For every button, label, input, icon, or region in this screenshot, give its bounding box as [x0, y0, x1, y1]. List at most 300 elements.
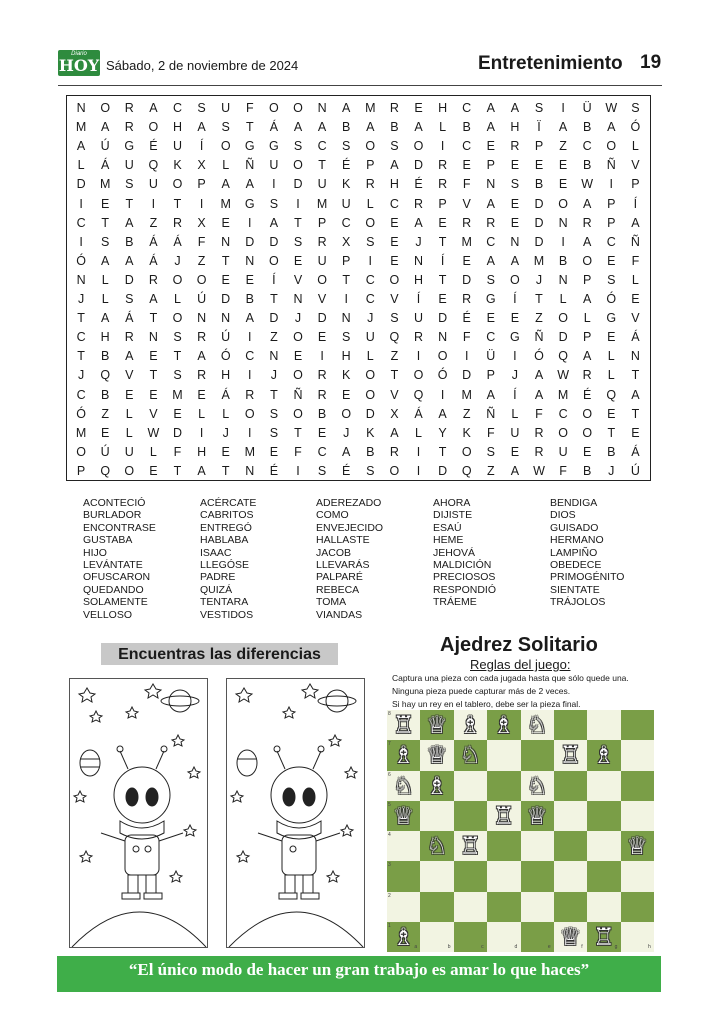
word-search-letter[interactable]: C	[389, 196, 399, 211]
word-search-letter[interactable]: Ñ	[606, 158, 616, 173]
word-search-letter[interactable]: N	[413, 253, 423, 268]
word-search-letter[interactable]: A	[486, 196, 495, 211]
word-search-letter[interactable]: D	[269, 311, 279, 326]
word-search-letter[interactable]: M	[75, 425, 87, 440]
word-search-letter[interactable]: A	[583, 234, 592, 249]
word-search-letter[interactable]: A	[583, 292, 592, 306]
word-search-letter[interactable]: E	[269, 444, 279, 459]
chess-piece-knight-icon[interactable]: ♘	[526, 711, 548, 739]
word-search-letter[interactable]: Y	[438, 425, 447, 440]
word-search-letter[interactable]: U	[148, 177, 158, 192]
word-search-letter[interactable]: U	[221, 101, 231, 115]
word-search-letter[interactable]: T	[294, 425, 302, 440]
word-search-letter[interactable]: I	[151, 196, 156, 211]
word-search-letter[interactable]: D	[317, 311, 327, 326]
word-search-letter[interactable]: Ú	[100, 444, 110, 459]
word-search-letter[interactable]: J	[511, 368, 519, 383]
word-search-letter[interactable]: P	[607, 215, 616, 230]
board-square-e4[interactable]	[521, 831, 554, 861]
word-search-letter[interactable]: Z	[390, 349, 399, 364]
word-search-letter[interactable]: O	[461, 444, 472, 459]
word-search-letter[interactable]: U	[172, 139, 182, 154]
word-search-letter[interactable]: O	[558, 311, 568, 326]
word-search-letter[interactable]: O	[365, 368, 376, 383]
word-search-letter[interactable]: B	[462, 120, 471, 135]
word-search-letter[interactable]: I	[199, 425, 204, 440]
word-search-letter[interactable]: E	[510, 215, 520, 230]
word-search-letter[interactable]: T	[221, 463, 230, 478]
word-search-letter[interactable]: R	[172, 215, 182, 230]
word-search-letter[interactable]: R	[462, 215, 472, 230]
word-search-letter[interactable]: M	[75, 120, 87, 135]
word-search-letter[interactable]: N	[76, 101, 86, 115]
word-search-letter[interactable]: C	[486, 330, 496, 345]
word-search-letter[interactable]: I	[199, 196, 204, 211]
word-search-letter[interactable]: T	[270, 292, 278, 306]
word-search-letter[interactable]: Ñ	[630, 234, 640, 249]
word-search-letter[interactable]: A	[317, 120, 327, 135]
word-search-letter[interactable]: F	[631, 253, 640, 268]
word-search-letter[interactable]: E	[221, 272, 230, 287]
word-search-letter[interactable]: M	[461, 234, 472, 249]
word-search-letter[interactable]: N	[221, 311, 231, 326]
word-search-letter[interactable]: S	[125, 177, 134, 192]
chess-piece-knight-icon[interactable]: ♘	[459, 741, 481, 770]
word-search-letter[interactable]: N	[317, 101, 327, 115]
word-search-letter[interactable]: R	[317, 387, 327, 402]
word-search-letter[interactable]: O	[558, 425, 568, 440]
word-search-letter[interactable]: S	[510, 177, 520, 192]
word-search-letter[interactable]: É	[414, 177, 423, 192]
word-search-letter[interactable]: C	[486, 234, 496, 249]
word-search-letter[interactable]: Á	[149, 234, 158, 249]
board-square-h3[interactable]	[621, 861, 654, 891]
word-search-letter[interactable]: D	[221, 292, 231, 306]
word-search-letter[interactable]: A	[510, 101, 520, 115]
word-search-letter[interactable]: P	[197, 177, 206, 192]
chess-piece-bishop-icon[interactable]: ♗	[459, 711, 481, 739]
word-search-letter[interactable]: N	[438, 330, 448, 345]
word-search-letter[interactable]: W	[605, 101, 618, 115]
word-search-letter[interactable]: A	[486, 101, 495, 115]
word-search-letter[interactable]: H	[172, 120, 182, 135]
word-search-letter[interactable]: R	[582, 215, 592, 230]
word-search-letter[interactable]: E	[510, 444, 520, 459]
word-search-letter[interactable]: G	[124, 139, 135, 154]
chess-piece-rook-icon[interactable]: ♖	[459, 832, 481, 860]
board-square-c6[interactable]	[454, 771, 487, 801]
word-search-letter[interactable]: A	[293, 120, 303, 135]
word-search-letter[interactable]: A	[366, 120, 375, 135]
word-search-letter[interactable]: B	[245, 292, 254, 306]
word-search-letter[interactable]: A	[342, 444, 351, 459]
word-search-letter[interactable]: E	[607, 253, 616, 268]
word-search-letter[interactable]: M	[557, 387, 569, 402]
word-search-letter[interactable]: M	[461, 387, 472, 402]
word-search-letter[interactable]: V	[462, 196, 471, 211]
word-search-letter[interactable]: Ó	[220, 349, 231, 364]
word-search-letter[interactable]: X	[197, 158, 206, 173]
word-search-letter[interactable]: L	[77, 158, 85, 173]
word-search-letter[interactable]: E	[558, 177, 568, 192]
word-search-letter[interactable]: V	[125, 368, 134, 383]
word-search-letter[interactable]: N	[558, 272, 568, 287]
word-search-letter[interactable]: I	[513, 349, 517, 364]
word-search-letter[interactable]: I	[416, 463, 421, 478]
word-search-letter[interactable]: M	[365, 101, 376, 115]
word-search-letter[interactable]: S	[173, 368, 182, 383]
word-search-letter[interactable]: T	[631, 406, 640, 421]
word-search-letter[interactable]: R	[413, 196, 423, 211]
word-search-letter[interactable]: A	[558, 120, 568, 135]
word-search-letter[interactable]: R	[365, 177, 375, 192]
word-search-letter[interactable]: I	[561, 101, 565, 115]
word-search-letter[interactable]: Ñ	[293, 387, 303, 402]
word-search-letter[interactable]: J	[535, 272, 543, 287]
board-square-g5[interactable]	[587, 801, 620, 831]
word-search-letter[interactable]: A	[149, 292, 158, 306]
board-square-a4[interactable]	[387, 831, 420, 861]
word-search-letter[interactable]: N	[197, 311, 207, 326]
word-search-letter[interactable]: F	[462, 177, 471, 192]
word-search-letter[interactable]: T	[77, 311, 85, 326]
word-search-letter[interactable]: J	[608, 463, 615, 478]
word-search-letter[interactable]: Q	[148, 158, 159, 173]
word-search-letter[interactable]: B	[534, 177, 544, 192]
word-search-letter[interactable]: G	[269, 139, 279, 154]
chess-piece-queen-icon[interactable]: ♕	[426, 711, 448, 739]
word-search-letter[interactable]: L	[559, 292, 567, 306]
chess-piece-rook-icon[interactable]: ♖	[592, 922, 615, 951]
board-square-f5[interactable]	[554, 801, 587, 831]
word-search-letter[interactable]: Q	[100, 463, 111, 478]
word-search-letter[interactable]: C	[172, 101, 182, 115]
board-square-h2[interactable]	[621, 892, 654, 922]
chess-piece-queen-icon[interactable]: ♕	[392, 801, 415, 830]
word-search-letter[interactable]: E	[631, 292, 640, 306]
board-square-f6[interactable]	[554, 771, 587, 801]
word-search-letter[interactable]: A	[607, 120, 616, 135]
word-search-letter[interactable]: L	[631, 272, 639, 287]
board-square-e3[interactable]	[521, 861, 554, 891]
word-search-letter[interactable]: E	[486, 311, 495, 326]
board-square-f3[interactable]	[554, 861, 587, 891]
word-search-letter[interactable]: F	[462, 330, 471, 345]
word-search-letter[interactable]: P	[607, 196, 616, 211]
word-search-letter[interactable]: F	[245, 101, 254, 115]
word-search-letter[interactable]: R	[389, 101, 399, 115]
word-search-letter[interactable]: A	[125, 215, 134, 230]
word-search-letter[interactable]: L	[174, 292, 181, 306]
board-square-g3[interactable]	[587, 861, 620, 891]
word-search-letter[interactable]: O	[413, 139, 424, 154]
word-search-letter[interactable]: R	[197, 330, 207, 345]
board-square-h7[interactable]	[621, 740, 654, 770]
word-search-letter[interactable]: S	[486, 272, 495, 287]
word-search-letter[interactable]: B	[583, 120, 592, 135]
board-square-a3[interactable]	[387, 861, 420, 891]
word-search-letter[interactable]: L	[149, 444, 157, 459]
word-search-letter[interactable]: W	[581, 177, 594, 192]
word-search-letter[interactable]: O	[244, 406, 255, 421]
word-search-letter[interactable]: P	[342, 253, 351, 268]
word-search-letter[interactable]: V	[149, 406, 158, 421]
word-search-letter[interactable]: Ó	[630, 120, 641, 135]
word-search-letter[interactable]: E	[390, 253, 399, 268]
word-search-letter[interactable]: S	[607, 272, 616, 287]
word-search-letter[interactable]: T	[270, 387, 278, 402]
word-search-letter[interactable]: A	[101, 311, 110, 326]
word-search-letter[interactable]: H	[413, 272, 423, 287]
word-search-letter[interactable]: R	[413, 330, 423, 345]
word-search-letter[interactable]: E	[607, 330, 616, 345]
word-search-letter[interactable]: H	[100, 330, 110, 345]
board-square-c2[interactable]	[454, 892, 487, 922]
word-search-letter[interactable]: O	[172, 311, 183, 326]
word-search-letter[interactable]: I	[416, 444, 421, 459]
word-search-letter[interactable]: L	[222, 406, 230, 421]
word-search-letter[interactable]: E	[342, 387, 351, 402]
word-search-letter[interactable]: D	[245, 234, 255, 249]
word-search-letter[interactable]: O	[293, 330, 303, 345]
chess-piece-knight-icon[interactable]: ♘	[526, 771, 548, 800]
word-search-letter[interactable]: D	[438, 311, 448, 326]
word-search-letter[interactable]: N	[510, 234, 520, 249]
word-search-letter[interactable]: A	[245, 311, 254, 326]
word-search-letter[interactable]: N	[630, 349, 640, 364]
board-square-c5[interactable]	[454, 801, 487, 831]
word-search-letter[interactable]: X	[390, 406, 399, 421]
word-search-letter[interactable]: J	[367, 311, 374, 326]
word-search-letter[interactable]: D	[534, 234, 544, 249]
board-square-d2[interactable]	[487, 892, 520, 922]
word-search-letter[interactable]: Ú	[197, 292, 207, 306]
word-search-letter[interactable]: D	[124, 272, 134, 287]
word-search-letter[interactable]: I	[464, 349, 469, 364]
word-search-letter[interactable]: O	[76, 444, 86, 459]
word-search-letter[interactable]: E	[317, 425, 327, 440]
word-search-letter[interactable]: A	[197, 349, 206, 364]
word-search-letter[interactable]: W	[557, 368, 569, 383]
word-search-letter[interactable]: J	[174, 253, 181, 268]
word-search-letter[interactable]: M	[172, 387, 183, 402]
word-search-letter[interactable]: Q	[558, 349, 568, 364]
word-search-letter[interactable]: E	[293, 253, 303, 268]
word-search-letter[interactable]: I	[344, 292, 348, 306]
chess-piece-rook-icon[interactable]: ♖	[392, 711, 415, 739]
word-search-letter[interactable]: O	[196, 272, 207, 287]
word-search-letter[interactable]: T	[245, 120, 254, 135]
word-search-letter[interactable]: S	[269, 425, 279, 440]
word-search-letter[interactable]: B	[342, 120, 351, 135]
word-search-letter[interactable]: P	[583, 330, 592, 345]
word-search-letter[interactable]: A	[534, 387, 544, 402]
word-search-letter[interactable]: B	[390, 120, 399, 135]
word-search-letter[interactable]: K	[462, 425, 471, 440]
word-search-letter[interactable]: A	[631, 215, 640, 230]
word-search-letter[interactable]: C	[76, 215, 86, 230]
board-square-f2[interactable]	[554, 892, 587, 922]
word-search-letter[interactable]: F	[486, 425, 495, 440]
word-search-letter[interactable]: O	[220, 139, 231, 154]
word-search-letter[interactable]: A	[583, 349, 592, 364]
word-search-letter[interactable]: Ó	[534, 349, 544, 364]
word-search-letter[interactable]: Ï	[537, 120, 541, 135]
word-search-letter[interactable]: Ó	[76, 406, 86, 421]
word-search-letter[interactable]: B	[558, 253, 568, 268]
word-search-letter[interactable]: P	[438, 196, 447, 211]
word-search-letter[interactable]: Á	[125, 311, 134, 326]
word-search-letter[interactable]: G	[485, 292, 496, 306]
word-search-letter[interactable]: B	[125, 234, 134, 249]
word-search-letter[interactable]: V	[390, 292, 399, 306]
word-search-letter[interactable]: Ü	[486, 349, 496, 364]
word-search-letter[interactable]: D	[438, 463, 448, 478]
word-search-letter[interactable]: Ü	[582, 101, 592, 115]
word-search-letter[interactable]: H	[197, 444, 207, 459]
word-search-letter[interactable]: M	[316, 196, 328, 211]
word-search-letter[interactable]: O	[413, 368, 424, 383]
word-search-letter[interactable]: Z	[462, 406, 471, 421]
word-search-letter[interactable]: F	[559, 463, 567, 478]
word-search-letter[interactable]: S	[366, 463, 375, 478]
word-search-letter[interactable]: C	[76, 387, 86, 402]
board-square-h8[interactable]	[621, 710, 654, 740]
word-search-letter[interactable]: R	[582, 368, 592, 383]
word-search-letter[interactable]: L	[222, 158, 230, 173]
word-search-letter[interactable]: Á	[173, 234, 182, 249]
word-search-letter[interactable]: Z	[149, 215, 158, 230]
word-search-letter[interactable]: Í	[513, 292, 517, 306]
word-search-letter[interactable]: G	[510, 330, 520, 345]
word-search-letter[interactable]: D	[269, 234, 279, 249]
word-search-letter[interactable]: L	[198, 406, 206, 421]
word-search-letter[interactable]: É	[149, 139, 158, 154]
word-search-letter[interactable]: L	[125, 425, 133, 440]
chess-piece-bishop-icon[interactable]: ♗	[592, 741, 615, 770]
chess-piece-queen-icon[interactable]: ♕	[426, 741, 448, 770]
word-search-letter[interactable]: T	[535, 292, 543, 306]
word-search-letter[interactable]: P	[486, 158, 495, 173]
word-search-letter[interactable]: D	[558, 330, 568, 345]
word-search-letter[interactable]: A	[342, 101, 351, 115]
board-square-d7[interactable]	[487, 740, 520, 770]
word-search-letter[interactable]: A	[510, 253, 520, 268]
chess-piece-bishop-icon[interactable]: ♗	[392, 922, 415, 951]
word-search-letter[interactable]: T	[173, 196, 182, 211]
word-search-letter[interactable]: X	[342, 234, 351, 249]
word-search-letter[interactable]: I	[320, 349, 324, 364]
word-search-letter[interactable]: I	[368, 253, 373, 268]
word-search-letter[interactable]: É	[342, 463, 351, 478]
word-search-letter[interactable]: M	[99, 177, 111, 192]
word-search-letter[interactable]: V	[390, 387, 399, 402]
word-search-letter[interactable]: O	[317, 272, 327, 287]
word-search-letter[interactable]: E	[534, 158, 544, 173]
word-search-letter[interactable]: Q	[461, 463, 472, 478]
word-search-letter[interactable]: O	[172, 272, 183, 287]
word-search-letter[interactable]: B	[317, 406, 327, 421]
word-search-letter[interactable]: E	[558, 158, 568, 173]
word-search-letter[interactable]: R	[317, 234, 327, 249]
word-search-letter[interactable]: F	[173, 444, 182, 459]
word-search-letter[interactable]: Á	[414, 406, 423, 421]
word-search-letter[interactable]: P	[317, 215, 327, 230]
word-search-letter[interactable]: Ñ	[534, 330, 544, 345]
word-search-letter[interactable]: L	[511, 406, 519, 421]
word-search-letter[interactable]: B	[607, 444, 616, 459]
word-search-letter[interactable]: Í	[440, 253, 445, 268]
word-search-letter[interactable]: A	[197, 120, 206, 135]
word-search-letter[interactable]: T	[221, 253, 230, 268]
board-square-h6[interactable]	[621, 771, 654, 801]
word-search-letter[interactable]: J	[222, 425, 229, 440]
word-search-letter[interactable]: A	[486, 120, 495, 135]
word-search-letter[interactable]: D	[462, 272, 472, 287]
word-search-letter[interactable]: Q	[389, 330, 400, 345]
word-search-letter[interactable]: A	[534, 368, 544, 383]
word-search-letter[interactable]: V	[631, 158, 640, 173]
word-search-letter[interactable]: F	[535, 406, 543, 421]
word-search-letter[interactable]: O	[293, 158, 303, 173]
word-search-letter[interactable]: C	[462, 101, 472, 115]
word-search-letter[interactable]: L	[366, 196, 374, 211]
word-search-letter[interactable]: Ú	[100, 139, 110, 154]
word-search-letter[interactable]: A	[245, 177, 254, 192]
word-search-letter[interactable]: O	[510, 272, 520, 287]
word-search-letter[interactable]: J	[415, 234, 422, 249]
word-search-letter[interactable]: U	[124, 158, 134, 173]
board-square-d3[interactable]	[487, 861, 520, 891]
word-search-letter[interactable]: D	[293, 177, 303, 192]
board-square-e2[interactable]	[521, 892, 554, 922]
word-search-letter[interactable]: O	[558, 196, 568, 211]
word-search-letter[interactable]: Ó	[437, 368, 448, 383]
word-search-letter[interactable]: S	[101, 234, 110, 249]
word-search-letter[interactable]: R	[124, 330, 134, 345]
word-search-letter[interactable]: E	[462, 253, 471, 268]
word-search-letter[interactable]: O	[582, 253, 593, 268]
word-search-letter[interactable]: K	[366, 425, 375, 440]
word-search-letter[interactable]: C	[341, 215, 351, 230]
word-search-letter[interactable]: A	[269, 215, 279, 230]
word-search-letter[interactable]: C	[365, 272, 375, 287]
word-search-letter[interactable]: O	[269, 101, 279, 115]
word-search-letter[interactable]: F	[197, 234, 206, 249]
word-search-letter[interactable]: P	[631, 177, 640, 192]
board-square-f8[interactable]	[554, 710, 587, 740]
word-search-letter[interactable]: P	[76, 463, 86, 478]
word-search-letter[interactable]: A	[101, 253, 110, 268]
chess-piece-rook-icon[interactable]: ♖	[559, 741, 582, 770]
word-search-letter[interactable]: B	[583, 463, 592, 478]
word-search-letter[interactable]: I	[296, 196, 300, 211]
word-search-letter[interactable]: D	[413, 158, 423, 173]
word-search-letter[interactable]: Á	[221, 387, 230, 402]
word-search-letter[interactable]: W	[533, 463, 545, 478]
word-search-letter[interactable]: H	[221, 368, 231, 383]
word-search-letter[interactable]: Í	[199, 139, 204, 154]
word-search-letter[interactable]: I	[416, 349, 421, 364]
word-search-letter[interactable]: T	[342, 272, 350, 287]
word-search-letter[interactable]: N	[245, 463, 255, 478]
word-search-letter[interactable]: A	[583, 196, 592, 211]
word-search-letter[interactable]: D	[534, 196, 544, 211]
word-search-letter[interactable]: N	[148, 330, 158, 345]
word-search-letter[interactable]: F	[294, 444, 302, 459]
word-search-letter[interactable]: L	[101, 272, 109, 287]
word-search-letter[interactable]: M	[533, 253, 545, 268]
